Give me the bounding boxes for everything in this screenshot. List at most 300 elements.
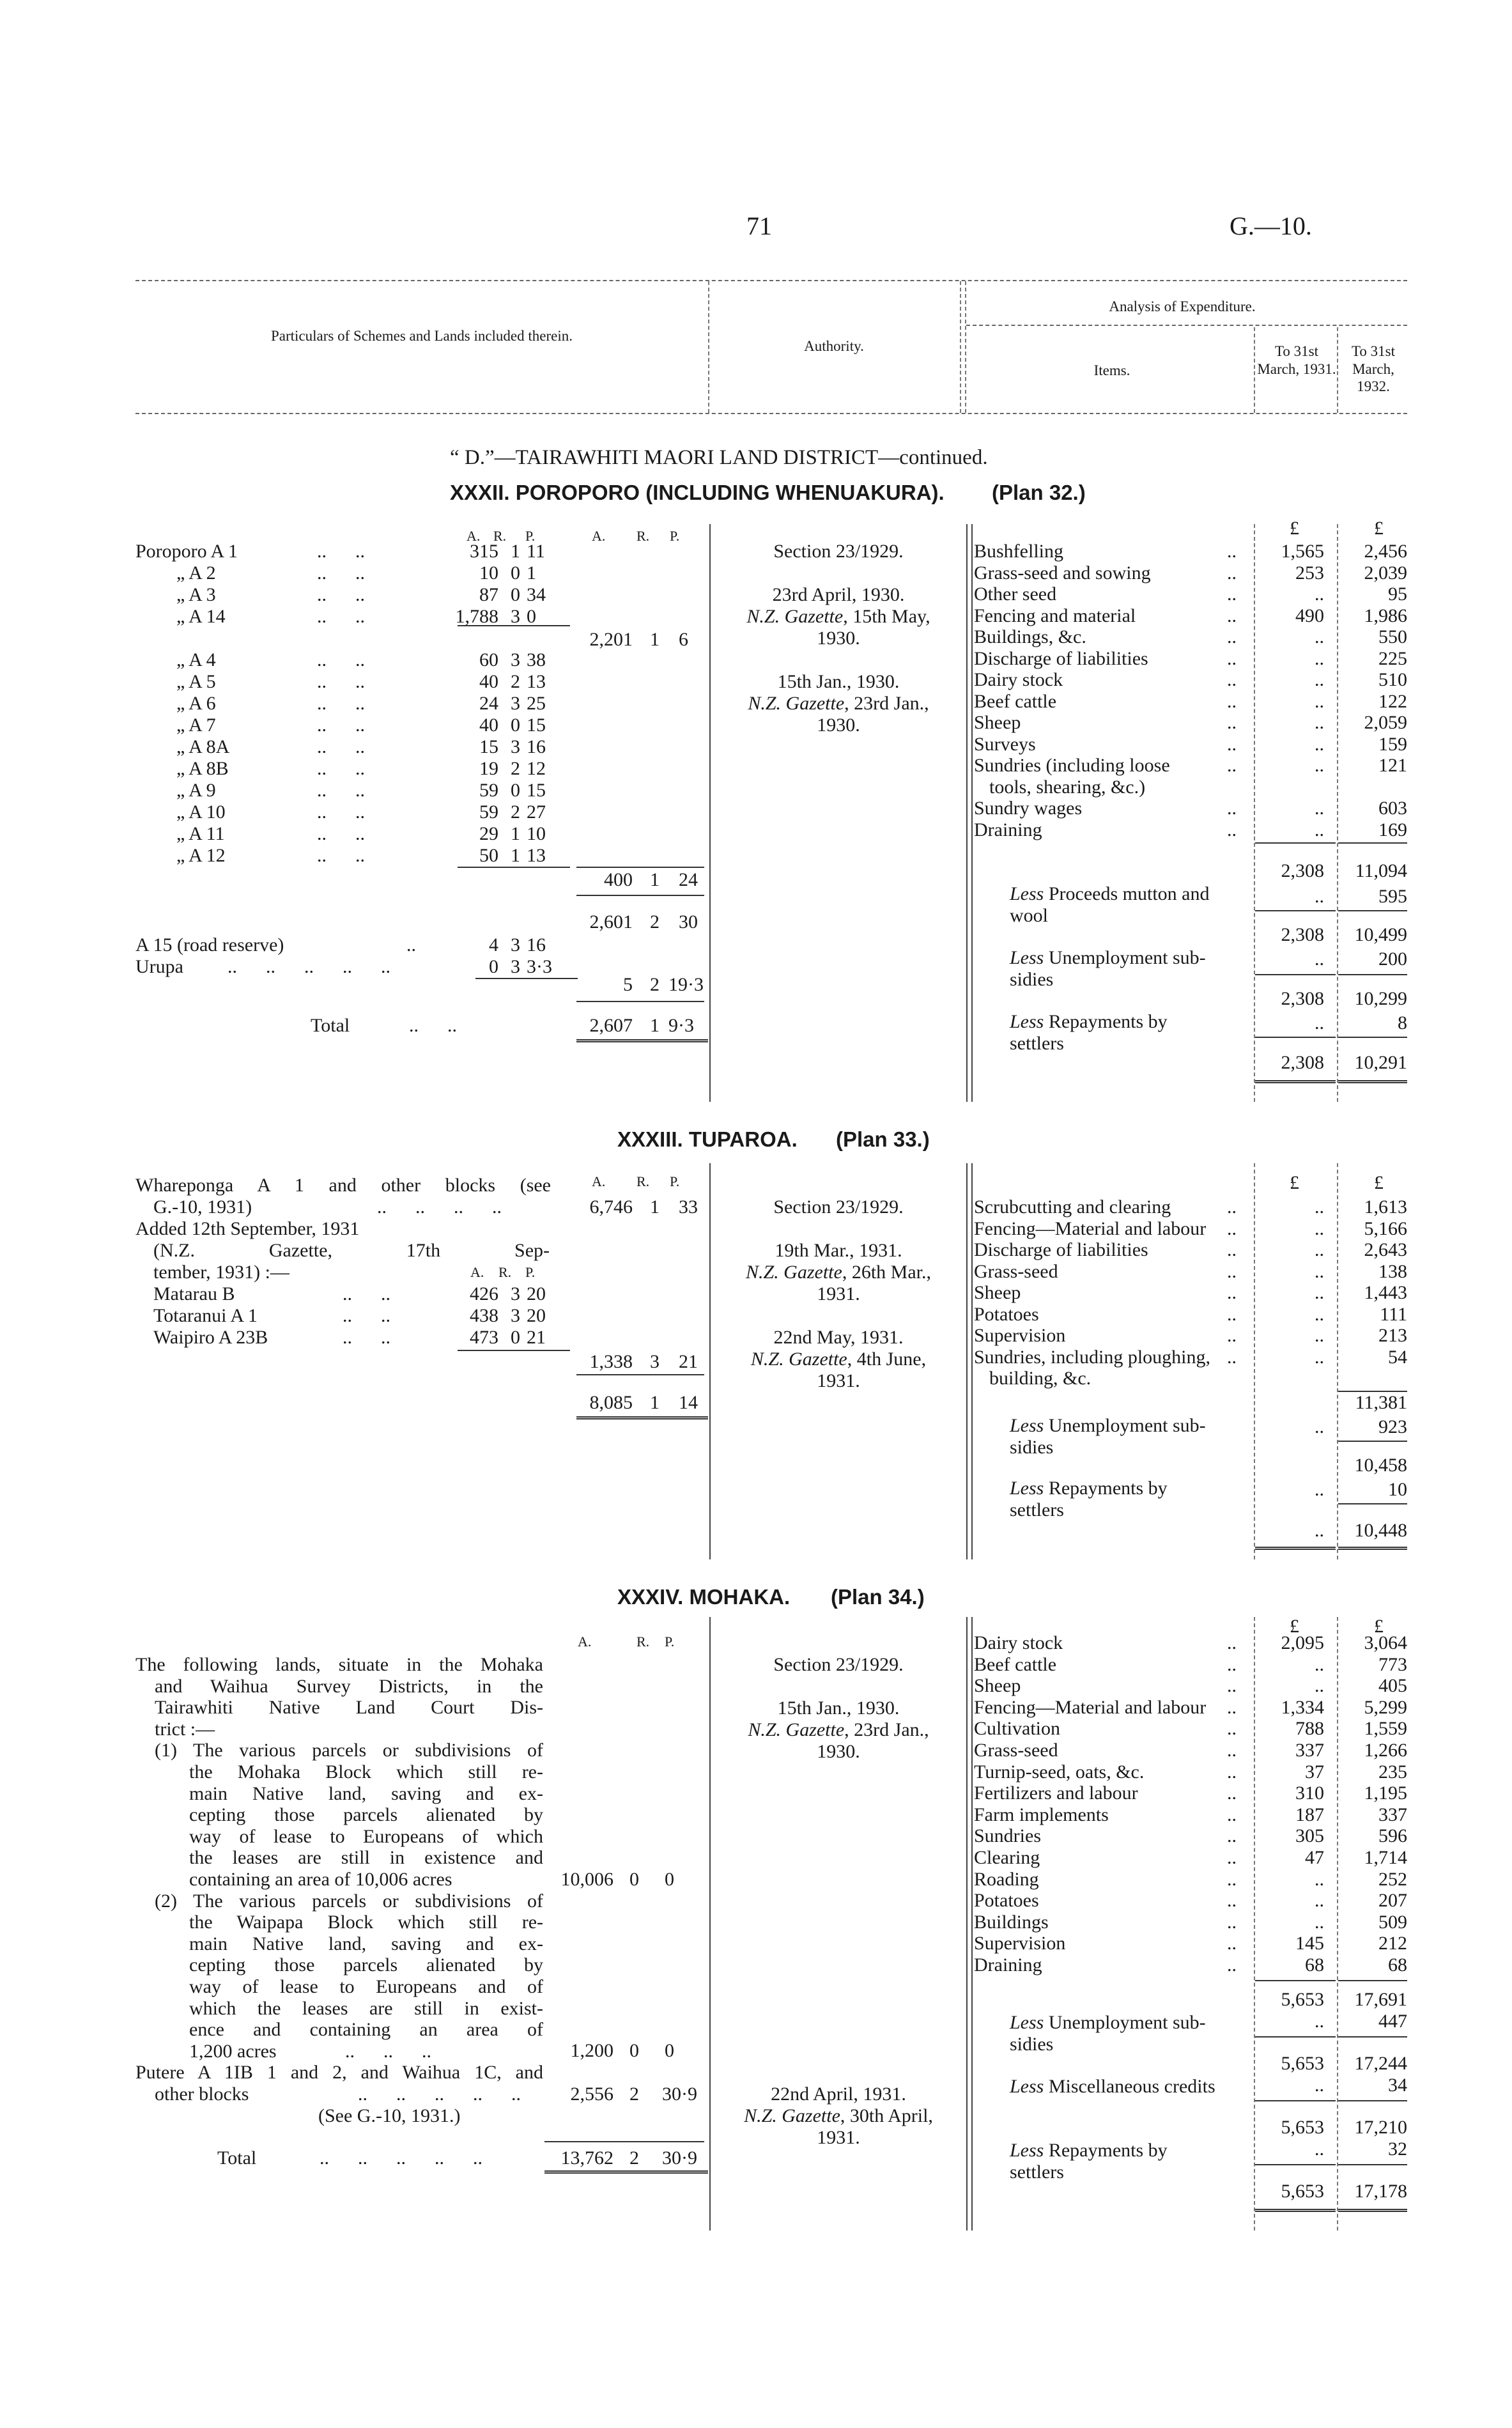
s33-item-1932: 5,166 xyxy=(1364,1218,1407,1239)
s32-title: XXXII. POROPORO (INCLUDING WHENUAKURA). xyxy=(450,481,945,504)
s34-item-1931: 788 xyxy=(1295,1718,1324,1740)
s34-authority-line: 1930. xyxy=(817,1741,860,1762)
s32-rule xyxy=(1255,1037,1336,1038)
leader-dots: .. xyxy=(1227,1933,1237,1954)
leader-dots: .. xyxy=(355,584,365,605)
s34-item-1932: 1,714 xyxy=(1364,1847,1407,1868)
s32-land-acres: 10 xyxy=(479,562,498,584)
s32-land-roods: 1 xyxy=(511,823,520,844)
s32-land-acres: 29 xyxy=(479,823,498,844)
less-word: Less xyxy=(1010,2012,1044,2033)
leader-dots: .. xyxy=(1227,755,1237,776)
s34-waipapa-perches: 0 xyxy=(665,2040,674,2061)
header-authority: Authority. xyxy=(804,338,864,354)
s34-mohaka-acres: 10,006 xyxy=(560,1869,613,1890)
less-word: Less xyxy=(1010,2076,1044,2097)
s32-item-1932: 159 xyxy=(1378,733,1407,755)
s32-land-name: „ A 14 xyxy=(176,606,226,627)
s32-land-perches: 38 xyxy=(527,649,546,670)
leader-dots: .. xyxy=(1227,1911,1237,1933)
leader-dots: .. xyxy=(355,541,365,562)
document-reference: G.—10. xyxy=(1230,212,1312,240)
s32-less-proceeds-1931: .. xyxy=(1315,886,1324,907)
s32-land-perches: 34 xyxy=(527,584,546,605)
s34-description-line: (See G.-10, 1931.) xyxy=(318,2105,461,2126)
s34-item-label: Buildings xyxy=(974,1911,1049,1933)
leader-dots: .. xyxy=(1227,626,1237,647)
less-word: Less xyxy=(1010,1478,1044,1499)
leader-dots: .. xyxy=(1227,1761,1237,1782)
leader-dots: .. xyxy=(1227,1346,1237,1368)
s32-rule xyxy=(1255,842,1336,844)
s34-rule xyxy=(1255,2036,1336,2038)
leader-dots: .. xyxy=(422,2040,431,2062)
s33-subtotal-roods: 3 xyxy=(650,1351,660,1372)
s32-authority-line: 15th Jan., 1930. xyxy=(777,671,900,692)
s32-total-acres: 2,607 xyxy=(589,1015,633,1036)
s32-land-roods: 0 xyxy=(511,715,520,736)
s33-description-line: tember, 1931) :— xyxy=(153,1262,289,1283)
district-title: “ D.”—TAIRAWHITI MAORI LAND DISTRICT—continued. xyxy=(450,446,988,469)
s34-item-1932: 405 xyxy=(1378,1675,1407,1697)
s33-authority-line: Section 23/1929. xyxy=(773,1196,904,1218)
s33-rule xyxy=(576,1374,704,1375)
s34-item-label: Sundries xyxy=(974,1825,1041,1847)
leader-dots: .. xyxy=(447,1015,457,1036)
s32-extra-perches: 3·3 xyxy=(527,956,552,977)
leader-dots: .. xyxy=(317,671,327,692)
s34-title: XXXIV. MOHAKA. xyxy=(617,1585,791,1609)
s33-item-label: Scrubcutting and clearing xyxy=(974,1196,1171,1218)
s34-description-line: The following lands, situate in the Mohaka xyxy=(135,1654,543,1675)
s34-waipapa-acres: 1,200 xyxy=(570,2040,613,2061)
leader-dots: .. xyxy=(381,1327,390,1348)
leader-dots: .. xyxy=(1227,1804,1237,1825)
s32-less-unemployment-line: Less Unemployment sub- xyxy=(1010,947,1206,968)
s32-extra-roods: 3 xyxy=(511,956,520,977)
s32-col2-roods: R. xyxy=(636,528,650,544)
s32-land-perches: 15 xyxy=(527,780,546,801)
s33-rule xyxy=(1338,1441,1407,1442)
s32-divider xyxy=(971,524,973,1102)
leader-dots: .. xyxy=(1227,1868,1237,1890)
s32-rule xyxy=(1338,1037,1407,1038)
s32-rule xyxy=(576,1039,708,1042)
s33-item-1932: 1,613 xyxy=(1364,1196,1407,1218)
s32-less-unemployment-line: sidies xyxy=(1010,969,1054,990)
s32-land-acres: 315 xyxy=(470,541,498,562)
leader-dots: .. xyxy=(345,2040,355,2062)
leader-dots: .. xyxy=(1227,1718,1237,1740)
leader-dots: .. xyxy=(1227,541,1237,562)
leader-dots: .. xyxy=(317,693,327,714)
leader-dots: .. xyxy=(355,562,365,584)
s32-less-repayments-line: settlers xyxy=(1010,1033,1064,1054)
s33-land-roods: 3 xyxy=(511,1283,520,1304)
s32-rule xyxy=(1255,1080,1336,1083)
s34-item-1932: 212 xyxy=(1378,1933,1407,1954)
s32-total1-1932: 11,094 xyxy=(1355,860,1407,881)
s32-land-perches: 12 xyxy=(527,758,546,779)
s34-item-label: Cultivation xyxy=(974,1718,1060,1740)
s34-authority-line: 22nd April, 1931. xyxy=(771,2084,906,2105)
leader-dots: .. xyxy=(381,956,390,977)
s32-land-name: „ A 2 xyxy=(176,562,216,584)
s33-total-perches: 14 xyxy=(679,1392,698,1413)
s32-extra-acres: 4 xyxy=(489,934,498,955)
s32-col-roods: R. xyxy=(493,528,507,544)
gazette-name: N.Z. Gazette xyxy=(746,606,844,627)
s32-currency-1932: £ xyxy=(1374,518,1384,539)
s34-less-unemployment-1931: .. xyxy=(1315,2011,1324,2032)
leader-dots: .. xyxy=(1227,819,1237,840)
leader-dots: .. xyxy=(1227,1260,1237,1282)
leader-dots: .. xyxy=(355,758,365,779)
leader-dots: .. xyxy=(317,823,327,844)
s34-description-line: (1) The various parcels or subdivisions of xyxy=(155,1740,543,1761)
leader-dots: .. xyxy=(304,956,314,977)
s34-item-1931: .. xyxy=(1315,1675,1324,1697)
s32-land-perches: 1 xyxy=(527,562,536,584)
s34-item-label: Turnip-seed, oats, &c. xyxy=(974,1761,1145,1782)
s33-item-label: Potatoes xyxy=(974,1303,1039,1325)
s33-land-acres: 473 xyxy=(470,1327,498,1348)
s33-description-line: Whareponga A 1 and other blocks (see xyxy=(135,1175,551,1196)
s34-description-line: cepting those parcels alienated by xyxy=(189,1954,543,1976)
s32-item-1931: 253 xyxy=(1295,562,1324,584)
s32-subtotal-acres: 2,601 xyxy=(589,911,633,932)
header-divider xyxy=(960,281,961,413)
s34-item-1932: 509 xyxy=(1378,1911,1407,1933)
s34-total-perches: 30·9 xyxy=(662,2147,697,2169)
s34-less-repayments-1931: .. xyxy=(1315,2138,1324,2160)
s33-less-unemployment-1932: 923 xyxy=(1378,1416,1407,1437)
s34-col-perches: P. xyxy=(665,1634,675,1650)
less-word: Less xyxy=(1010,947,1044,968)
s33-rule xyxy=(576,1416,708,1419)
gazette-name: N.Z. Gazette xyxy=(745,1262,842,1283)
s34-item-1932: 1,195 xyxy=(1364,1782,1407,1804)
s33-less-unemployment-1931: .. xyxy=(1315,1416,1324,1437)
s34-less-misc-credits-line: Less Miscellaneous credits xyxy=(1010,2076,1215,2097)
header-particulars: Particulars of Schemes and Lands included therein. xyxy=(271,328,573,344)
s32-less-repayments-1932: 8 xyxy=(1398,1012,1407,1033)
s32-extra-name: Urupa xyxy=(135,956,183,977)
leader-dots: .. xyxy=(1227,1239,1237,1260)
leader-dots: .. xyxy=(435,2084,444,2105)
s33-sub-acres: A. xyxy=(470,1264,484,1280)
s34-item-label: Fertilizers and labour xyxy=(974,1782,1138,1804)
s32-land-name: „ A 6 xyxy=(176,693,216,714)
s33-subtotal-perches: 21 xyxy=(679,1351,698,1372)
gazette-name: N.Z. Gazette xyxy=(744,2105,840,2126)
s34-description-line: containing an area of 10,006 acres xyxy=(189,1869,452,1890)
page-number: 71 xyxy=(746,212,772,240)
s32-subtotal-roods: 2 xyxy=(650,974,660,995)
leader-dots: .. xyxy=(1227,1325,1237,1346)
header-divider xyxy=(708,281,709,413)
s33-item-1931: .. xyxy=(1315,1325,1324,1346)
s34-item-1931: 1,334 xyxy=(1281,1696,1324,1718)
s32-land-acres: 40 xyxy=(479,671,498,692)
s33-first-perches: 33 xyxy=(679,1196,698,1218)
s34-description-line: cepting those parcels alienated by xyxy=(189,1804,543,1826)
s34-rule xyxy=(1338,2209,1407,2212)
s34-rule xyxy=(1255,2100,1336,2101)
s34-item-1932: 1,266 xyxy=(1364,1740,1407,1761)
s34-description-line: the leases are still in existence and xyxy=(189,1847,543,1869)
s34-waipapa-roods: 0 xyxy=(629,2040,639,2061)
s32-divider xyxy=(966,524,968,1102)
s32-less-proceeds-line: wool xyxy=(1010,905,1048,926)
s32-land-name: „ A 12 xyxy=(176,845,226,866)
s32-rule xyxy=(1338,910,1407,911)
leader-dots: .. xyxy=(1227,712,1237,733)
leader-dots: .. xyxy=(317,780,327,801)
s34-total-roods: 2 xyxy=(629,2147,639,2169)
s32-land-perches: 25 xyxy=(527,693,546,714)
s34-description-line: the Waipapa Block which still re- xyxy=(189,1912,543,1933)
s32-currency-1931: £ xyxy=(1290,518,1299,539)
s34-item-label: Clearing xyxy=(974,1847,1040,1868)
s32-land-acres: 19 xyxy=(479,758,498,779)
s33-land-acres: 426 xyxy=(470,1283,498,1304)
s32-col2-perches: P. xyxy=(670,528,680,544)
s32-land-roods: 1 xyxy=(511,541,520,562)
s32-plan: (Plan 32.) xyxy=(992,481,1086,504)
s34-item-1932: 773 xyxy=(1378,1653,1407,1675)
s33-rule xyxy=(1338,1547,1407,1550)
leader-dots: .. xyxy=(1227,1282,1237,1303)
leader-dots: .. xyxy=(492,1196,502,1218)
s34-item-label: Farm implements xyxy=(974,1804,1109,1825)
s32-less-repayments-line: Less Repayments by xyxy=(1010,1011,1168,1032)
s34-total2-1931: 5,653 xyxy=(1281,2053,1324,2074)
s34-authority-line: 1931. xyxy=(817,2127,860,2148)
s34-putere-acres: 2,556 xyxy=(570,2084,613,2105)
s32-extra-name: A 15 (road reserve) xyxy=(135,934,284,955)
s34-item-1931: 37 xyxy=(1305,1761,1324,1782)
s33-description-line: G.-10, 1931) xyxy=(153,1196,252,1218)
s32-land-name: „ A 8B xyxy=(176,758,229,779)
s33-item-1931: .. xyxy=(1315,1346,1324,1368)
s33-land-name: Totaranui A 1 xyxy=(153,1305,258,1326)
s33-item-label: Sundries, including ploughing, xyxy=(974,1346,1210,1368)
s32-item-1931: .. xyxy=(1315,669,1324,690)
s34-total-acres: 13,762 xyxy=(560,2147,613,2169)
s33-item-1931: .. xyxy=(1315,1218,1324,1239)
s34-total-label: Total xyxy=(217,2147,257,2169)
s34-item-1931: .. xyxy=(1315,1868,1324,1890)
leader-dots: .. xyxy=(317,845,327,866)
s33-less-repayments-line: Less Repayments by xyxy=(1010,1478,1168,1499)
leader-dots: .. xyxy=(317,562,327,584)
s33-item-1931: .. xyxy=(1315,1239,1324,1260)
s34-putere-perches: 30·9 xyxy=(662,2084,697,2105)
s33-sub-roods: R. xyxy=(498,1264,512,1280)
s33-title: XXXIII. TUPAROA. xyxy=(617,1127,798,1151)
s33-item-1932: 111 xyxy=(1380,1303,1407,1325)
less-word: Less xyxy=(1010,2140,1044,2161)
s33-item-1932: 138 xyxy=(1378,1260,1407,1282)
s34-item-label: Dairy stock xyxy=(974,1632,1063,1653)
s33-total3-1931: .. xyxy=(1315,1520,1324,1541)
s32-rule xyxy=(458,625,570,626)
s34-item-1931: 187 xyxy=(1295,1804,1324,1825)
s34-description-line: (2) The various parcels or subdivisions of xyxy=(155,1890,543,1912)
leader-dots: .. xyxy=(358,2147,367,2169)
leader-dots: .. xyxy=(396,2147,406,2169)
s32-authority-line: 1930. xyxy=(817,715,860,736)
leader-dots: .. xyxy=(383,2040,393,2062)
s32-less-repayments-1931: .. xyxy=(1315,1012,1324,1033)
leader-dots: .. xyxy=(358,2084,367,2105)
leader-dots: .. xyxy=(1227,733,1237,755)
s32-less-proceeds-line: Less Proceeds mutton and xyxy=(1010,883,1210,904)
s34-total3-1932: 17,210 xyxy=(1354,2117,1407,2138)
s32-item-1932: 603 xyxy=(1378,798,1407,819)
s32-land-perches: 0 xyxy=(527,606,536,627)
s33-authority-line: 1931. xyxy=(817,1370,860,1391)
s32-land-roods: 2 xyxy=(511,758,520,779)
s32-item-1931: .. xyxy=(1315,690,1324,712)
s32-land-name: „ A 9 xyxy=(176,780,216,801)
s32-land-acres: 24 xyxy=(479,693,498,714)
leader-dots: .. xyxy=(355,649,365,670)
s32-subtotal-perches: 30 xyxy=(679,911,698,932)
s34-item-1931: 337 xyxy=(1295,1740,1324,1761)
s34-rule xyxy=(1338,2036,1407,2038)
s34-item-1932: 207 xyxy=(1378,1890,1407,1912)
leader-dots: .. xyxy=(415,1196,425,1218)
s34-less-misc-credits-1932: 34 xyxy=(1388,2075,1407,2096)
s33-col-acres: A. xyxy=(592,1173,606,1189)
leader-dots: .. xyxy=(511,2084,521,2105)
s32-subtotal-acres: 5 xyxy=(623,974,633,995)
s34-description-line: way of lease to Europeans and of xyxy=(189,1976,543,1997)
leader-dots: .. xyxy=(377,1196,387,1218)
leader-dots: .. xyxy=(1227,647,1237,669)
s34-rule xyxy=(1338,2164,1407,2165)
s32-total4-1932: 10,291 xyxy=(1354,1052,1407,1073)
s33-sub-perches: P. xyxy=(525,1264,536,1280)
s32-rule xyxy=(1255,910,1336,911)
less-word: Less xyxy=(1010,1011,1044,1032)
leader-dots: .. xyxy=(1227,1196,1237,1218)
leader-dots: .. xyxy=(1227,605,1237,626)
s32-col2-acres: A. xyxy=(592,528,606,544)
s32-item-1931: .. xyxy=(1315,819,1324,840)
leader-dots: .. xyxy=(1227,1847,1237,1868)
s32-item-1932: 121 xyxy=(1378,755,1407,776)
s34-rule xyxy=(544,2141,704,2142)
s33-less-unemployment-line: sidies xyxy=(1010,1437,1054,1458)
s32-land-roods: 3 xyxy=(511,693,520,714)
s32-item-1931: .. xyxy=(1315,712,1324,733)
s32-item-1932: 122 xyxy=(1378,690,1407,712)
s32-land-acres: 59 xyxy=(479,801,498,823)
s33-authority-line: N.Z. Gazette, 4th June, xyxy=(750,1349,927,1370)
s34-item-1931: .. xyxy=(1315,1911,1324,1933)
s34-item-1931: 310 xyxy=(1295,1782,1324,1804)
s33-land-name: Matarau B xyxy=(153,1283,235,1304)
s34-authority-line: 15th Jan., 1930. xyxy=(777,1697,900,1719)
s32-item-1931: .. xyxy=(1315,755,1324,776)
header-top-rule xyxy=(135,280,1407,281)
s32-land-perches: 27 xyxy=(527,801,546,823)
leader-dots: .. xyxy=(396,2084,406,2105)
s34-rule xyxy=(544,2170,708,2174)
s32-total-roods: 1 xyxy=(650,1015,660,1036)
s32-item-label: Sundries (including loose xyxy=(974,755,1170,776)
s32-total2-1931: 2,308 xyxy=(1281,924,1324,945)
s32-item-label: Bushfelling xyxy=(974,541,1063,562)
s33-rule xyxy=(458,1350,570,1351)
header-divider xyxy=(1254,327,1255,413)
leader-dots: .. xyxy=(320,2147,329,2169)
s32-land-perches: 15 xyxy=(527,715,546,736)
s32-less-unemployment xyxy=(1010,947,1253,991)
leader-dots: .. xyxy=(317,801,327,823)
s33-description-line: (N.Z. Gazette, 17th Sep- xyxy=(153,1240,550,1261)
s33-authority-line: 19th Mar., 1931. xyxy=(775,1240,902,1261)
s34-item-1932: 252 xyxy=(1378,1868,1407,1890)
s33-authority-line: 1931. xyxy=(817,1283,860,1304)
s32-total3-1931: 2,308 xyxy=(1281,988,1324,1009)
s34-divider xyxy=(971,1617,973,2231)
s34-rule xyxy=(1255,2209,1336,2212)
s32-land-name: „ A 3 xyxy=(176,584,216,605)
s33-rule xyxy=(1255,1547,1336,1550)
s33-less-repayments xyxy=(1010,1478,1253,1521)
s33-total2-1932: 10,458 xyxy=(1354,1455,1407,1476)
less-word: Less xyxy=(1010,883,1044,904)
s33-divider xyxy=(709,1163,711,1559)
s33-total1-1932: 11,381 xyxy=(1355,1392,1407,1413)
leader-dots: .. xyxy=(355,606,365,627)
s32-land-roods: 3 xyxy=(511,736,520,757)
s33-land-roods: 3 xyxy=(511,1305,520,1326)
s32-authority-line: 23rd April, 1930. xyxy=(772,584,905,605)
leader-dots: .. xyxy=(1227,1632,1237,1653)
s32-subtotal-roods: 2 xyxy=(650,911,660,932)
s32-item-label: Grass-seed and sowing xyxy=(974,562,1151,584)
s34-item-1932: 3,064 xyxy=(1364,1632,1407,1653)
header-to-1932: To 31st March, 1932. xyxy=(1351,343,1396,395)
leader-dots: .. xyxy=(1227,1303,1237,1325)
s34-less-repayments-line: Less Repayments by xyxy=(1010,2140,1168,2161)
s32-land-roods: 1 xyxy=(511,845,520,866)
s33-col-roods: R. xyxy=(636,1173,650,1189)
s32-land-roods: 2 xyxy=(511,801,520,823)
leader-dots: .. xyxy=(1227,1653,1237,1675)
s34-less-repayments-line: settlers xyxy=(1010,2161,1064,2183)
s32-item-1932: 2,039 xyxy=(1364,562,1407,584)
s34-total1-1932: 17,691 xyxy=(1354,1989,1407,2010)
s34-rule xyxy=(1338,1980,1407,1981)
s32-land-roods: 3 xyxy=(511,649,520,670)
leader-dots: .. xyxy=(1227,1218,1237,1239)
s32-land-perches: 16 xyxy=(527,736,546,757)
s34-item-1931: 305 xyxy=(1295,1825,1324,1847)
s33-item-1931: .. xyxy=(1315,1303,1324,1325)
leader-dots: .. xyxy=(317,584,327,605)
s32-item-1931: 1,565 xyxy=(1281,541,1324,562)
s34-total1-1931: 5,653 xyxy=(1281,1989,1324,2010)
s33-item-1932: 1,443 xyxy=(1364,1282,1407,1303)
leader-dots: .. xyxy=(317,736,327,757)
s32-total2-1932: 10,499 xyxy=(1354,924,1407,945)
